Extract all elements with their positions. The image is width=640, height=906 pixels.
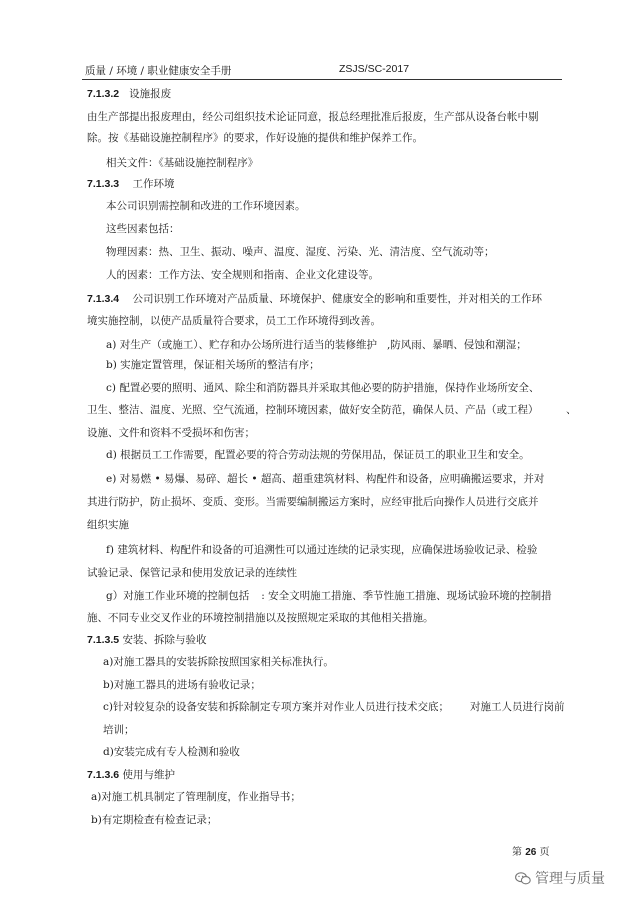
- section-heading-7132: [87, 87, 171, 101]
- page-number: [512, 843, 550, 858]
- section-number: 7.1.3.4: [87, 293, 120, 305]
- section-heading-7133: [87, 177, 174, 191]
- section-heading-7136: [87, 768, 175, 782]
- paragraph-line: 除。按《基础设施控制程序》的要求，作好设施的提供和维护保养工作。: [87, 132, 423, 144]
- list-item-c: c) 配置必要的照明、通风、除尘和消防器具并采取其他必要的防护措施，保持作业场所安全、: [106, 382, 540, 394]
- paragraph-line: 人的因素：工作方法、安全规则和指南、企业文化建设等。: [106, 269, 379, 281]
- list-item-c: c)针对较复杂的设备安装和拆除制定专项方案并对作业人员进行技术交底；: [103, 701, 449, 713]
- section-number: 7.1.3.3: [87, 178, 120, 190]
- section-title: 安装、拆除与验收: [122, 634, 207, 646]
- page-number-value: 26: [525, 847, 537, 858]
- list-item-c-line2: 培训；: [103, 724, 135, 736]
- list-item-g: [106, 589, 552, 603]
- list-item-d: d)安装完成有专人检测和验收: [103, 746, 240, 758]
- wechat-icon: [515, 872, 531, 885]
- section-number: 7.1.3.6: [87, 769, 120, 781]
- list-item-c-line2: 卫生、整洁、温度、光照、空气流通，控制环境因素，做好安全防范，确保人员、产品（或工程）: [87, 404, 539, 416]
- section-title: 设施报废: [129, 88, 172, 100]
- paragraph-line: 境实施控制，以使产品质量符合要求，员工工作环境得到改善。: [87, 315, 381, 327]
- section-title: 使用与维护: [122, 769, 175, 781]
- related-documents: 相关文件：《基础设施控制程序》: [106, 157, 259, 169]
- paragraph-line: 本公司识别需控制和改进的工作环境因素。: [106, 200, 306, 212]
- header-rule: [82, 79, 562, 80]
- list-item-text: g）对施工作业环境的控制包括: [106, 590, 250, 602]
- list-item-e-line2: 其进行防护，防止损坏、变质、变形。当需要编制搬运方案时，应经审批后向操作人员进行交底并: [87, 496, 539, 508]
- header-doc-code: ZSJS/SC-2017: [339, 63, 410, 75]
- list-item-text: a) 对生产（或施工）、贮存和办公场所进行适当的装修维护: [106, 339, 377, 351]
- list-item-a: a)对施工器具的安装拆除按照国家相关标准执行。: [103, 656, 334, 668]
- list-item-a: a)对施工机具制定了管理制度，作业指导书；: [91, 791, 301, 803]
- list-item-c-tail: 对施工人员进行岗前: [470, 701, 565, 713]
- list-item-b: b)对施工器具的进场有验收记录；: [103, 679, 261, 691]
- paragraph-line: 物理因素：热、卫生、振动、噪声、温度、湿度、污染、光、清洁度、空气流动等；: [106, 246, 495, 258]
- header-title: 质量 / 环境 / 职业健康安全手册: [85, 65, 232, 77]
- paragraph-line: 由生产部提出报废理由，经公司组织技术论证同意，报总经理批准后报废，生产部从设备台帐中剔: [87, 111, 539, 123]
- list-item-d: d) 根据员工工作需要，配置必要的符合劳动法规的劳保用品，保证员工的职业卫生和安全。: [106, 449, 530, 461]
- section-title: 工作环境: [132, 178, 175, 190]
- page-prefix: 第: [512, 847, 522, 858]
- list-item-c-line3: 设施、文件和资料不受损坏和伤害；: [87, 427, 255, 439]
- section-number: 7.1.3.2: [87, 88, 120, 100]
- list-item-a: [106, 338, 527, 352]
- watermark-text: 管理与质量: [535, 871, 605, 887]
- list-item-f-line2: 试验记录、保管记录和使用发放记录的连续性: [87, 567, 297, 579]
- page-suffix: 页: [539, 847, 550, 858]
- list-item-e: e) 对易燃 • 易爆、易碎、超长 • 超高、超重建筑材料、构配件和设备，应明确搬运要求，并对: [106, 473, 545, 485]
- list-item-text: : 安全文明施工措施、季节性施工措施、现场试验环境的控制措: [261, 590, 552, 602]
- section-heading-7135: [87, 633, 206, 647]
- section-heading-7134: [87, 292, 542, 306]
- list-item-c-punct: 、: [566, 404, 577, 416]
- watermark: [515, 868, 605, 888]
- list-item-f: f) 建筑材料、构配件和设备的可追溯性可以通过连续的记录实现，应确保进场验收记录、检验: [106, 544, 538, 556]
- section-number: 7.1.3.5: [87, 634, 120, 646]
- list-item-text: ,防风雨、暴晒、侵蚀和潮湿；: [386, 339, 527, 351]
- list-item-g-line2: 施、不同专业交叉作业的环境控制措施以及按照规定采取的其他相关措施。: [87, 612, 434, 624]
- paragraph-text: 公司识别工作环境对产品质量、环境保护、健康安全的影响和重要性，并对相关的工作环: [132, 293, 542, 305]
- list-item-b: b) 实施定置管理，保证相关场所的整洁有序；: [106, 359, 320, 371]
- list-item-e-line3: 组织实施: [87, 519, 129, 531]
- list-item-b: b)有定期检查有检查记录；: [91, 814, 218, 826]
- paragraph-line: 这些因素包括：: [106, 223, 180, 235]
